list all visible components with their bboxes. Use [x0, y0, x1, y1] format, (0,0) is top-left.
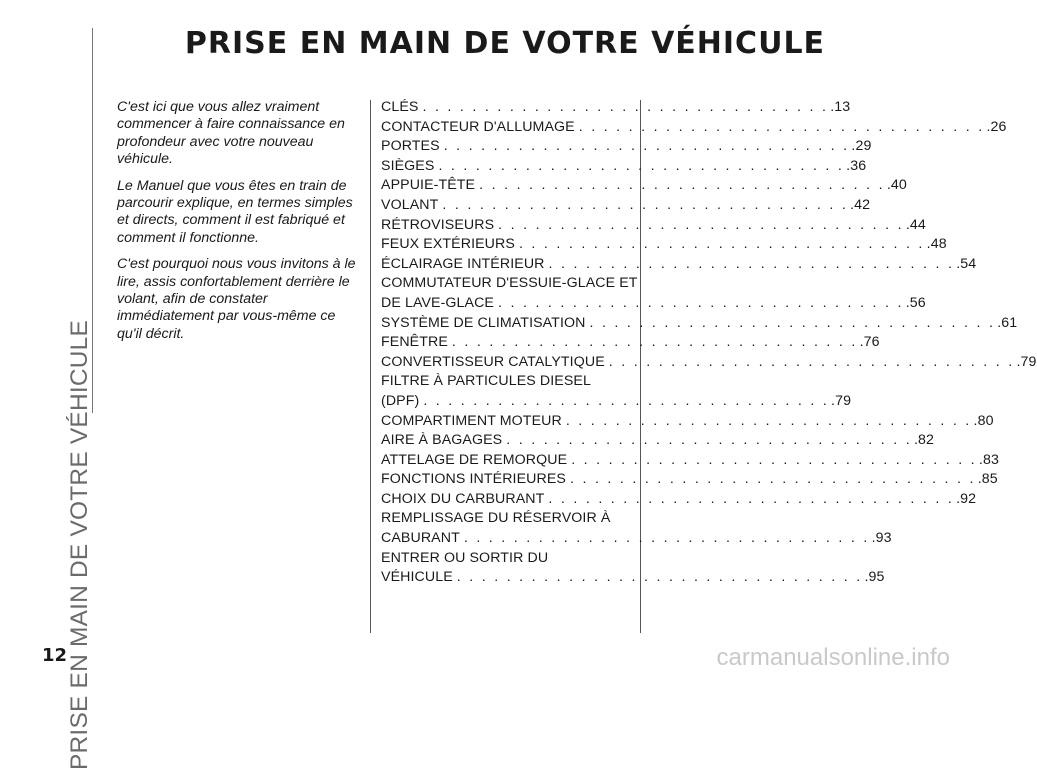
toc-entry-page: .79	[831, 392, 852, 409]
toc-dot-leader: . . . . . . . . . . . . . . . . . . . . . . . . . . . . . . . . .	[442, 196, 849, 213]
toc-entry-label: FENÊTRE	[381, 334, 448, 351]
toc-entry-page: .40	[886, 177, 907, 194]
toc-entry[interactable]	[381, 412, 994, 432]
toc-dot-leader: . . . . . . . . . . . . . . . . . . . . . . . . . . . . . . . . .	[565, 412, 972, 429]
toc-entry[interactable]	[381, 274, 926, 313]
toc-dot-leader: . . . . . . . . . . . . . . . . . . . . . . . . . . . . . . . . .	[506, 432, 912, 449]
toc-entry-page: .29	[851, 138, 872, 155]
toc-dot-leader: . . . . . . . . . . . . . . . . . . . . . . . . . . . . . . . . .	[578, 118, 985, 135]
toc-entry-label: APPUIE-TÊTE	[381, 177, 476, 194]
toc-dot-leader: . . . . . . . . . . . . . . . . . . . . . . . . . . . . . . . . .	[456, 569, 863, 586]
toc-entry-page: .83	[978, 451, 999, 468]
intro-paragraph: C'est pourquoi nous vous invitons à le lire, assis confortablement derrière le volant, afin de constater immédiatement par vous-même ce qu'il décrit.	[117, 256, 356, 342]
toc-dot-leader: . . . . . . . . . . . . . . . . . . . . . . . . . . . . . . . . .	[438, 157, 845, 174]
toc-entry-label-line1: ENTRER OU SORTIR DU	[381, 549, 549, 566]
toc-dot-leader: . . . . . . . . . . . . . . . . . . . . . . . . . . . . . . . . .	[548, 490, 955, 507]
toc-dot-leader: . . . . . . . . . . . . . . . . . . . . . . . . . . . . . . . . .	[423, 392, 830, 409]
toc-dot-leader: . . . . . . . . . . . . . . . . . . . . . . . . . . . . . . . . .	[518, 236, 925, 253]
watermark: carmanualsonline.info	[716, 644, 950, 671]
toc-entry-label: RÉTROVISEURS	[381, 216, 495, 233]
toc-entry-label: SYSTÈME DE CLIMATISATION	[381, 314, 586, 331]
side-tab	[58, 28, 93, 770]
toc-entry-label: SIÈGES	[381, 157, 435, 174]
toc-dot-leader: . . . . . . . . . . . . . . . . . . . . . . . . . . . . . . . . .	[451, 334, 858, 351]
toc-dot-leader: . . . . . . . . . . . . . . . . . . . . . . . . . . . . . . . . .	[569, 471, 976, 488]
toc-dot-leader: . . . . . . . . . . . . . . . . . . . . . . . . . . . . . . . . .	[548, 255, 955, 272]
toc-entry[interactable]	[381, 353, 1037, 373]
toc-entry-label: CABURANT	[381, 530, 460, 547]
toc-dot-leader: . . . . . . . . . . . . . . . . . . . . . . . . . . . . . . . . .	[463, 530, 870, 547]
toc-entry[interactable]	[381, 490, 977, 510]
toc-entry-label-line1: REMPLISSAGE DU RÉSERVOIR À	[381, 510, 611, 527]
toc-entry[interactable]	[381, 176, 907, 196]
intro-paragraph: C'est ici que vous allez vraiment commencer à faire connaissance en profondeur avec votre nouveau véhicule.	[117, 99, 345, 168]
toc-entry-label-line1: COMMUTATEUR D'ESSUIE-GLACE ET	[381, 275, 638, 292]
toc-entry-label: DE LAVE-GLACE	[381, 294, 494, 311]
toc-entry-page: .13	[830, 99, 851, 115]
toc-entry-page: .79	[1016, 353, 1037, 370]
toc-entry-page: .61	[997, 314, 1018, 331]
toc-entry[interactable]	[381, 98, 851, 118]
toc-entry-page: .95	[864, 569, 885, 586]
toc-entry[interactable]	[381, 255, 977, 275]
toc-entry-label-line1: FILTRE À PARTICULES DIESEL	[381, 373, 591, 390]
toc-dot-leader: . . . . . . . . . . . . . . . . . . . . . . . . . . . . . . . . .	[498, 294, 904, 311]
side-tab-label: PRISE EN MAIN DE VOTRE VÉHICULE	[66, 319, 93, 770]
toc-dot-leader: . . . . . . . . . . . . . . . . . . . . . . . . . . . . . . . . .	[422, 99, 829, 115]
toc-entry-page: .36	[846, 157, 867, 174]
toc-entry[interactable]	[381, 470, 998, 490]
table-of-contents	[381, 98, 1037, 588]
toc-entry[interactable]	[381, 451, 999, 471]
toc-entry[interactable]	[381, 196, 871, 216]
toc-entry-page: .54	[956, 255, 977, 272]
toc-entry-label: AIRE À BAGAGES	[381, 432, 503, 449]
toc-entry-page: .76	[859, 334, 880, 351]
toc-entry[interactable]	[381, 431, 934, 451]
toc-entry-label: FONCTIONS INTÉRIEURES	[381, 471, 566, 488]
toc-entry-page: .93	[871, 530, 892, 547]
toc-entry-label: VOLANT	[381, 196, 439, 213]
toc-dot-leader: . . . . . . . . . . . . . . . . . . . . . . . . . . . . . . . . .	[589, 314, 996, 331]
toc-entry-label: (DPF)	[381, 392, 420, 409]
toc-entry[interactable]	[381, 216, 926, 236]
toc-entry-label: FEUX EXTÉRIEURS	[381, 236, 515, 253]
toc-entry-page: .92	[956, 490, 977, 507]
toc-entry-label: COMPARTIMENT MOTEUR	[381, 412, 562, 429]
toc-entry-label: CONTACTEUR D'ALLUMAGE	[381, 118, 575, 135]
intro-paragraph: Le Manuel que vous êtes en train de parcourir explique, en termes simples et directs, comment il est fabriqué et comment il fonctionne.	[117, 177, 353, 246]
toc-dot-leader: . . . . . . . . . . . . . . . . . . . . . . . . . . . . . . . . .	[571, 451, 977, 468]
toc-entry-page: .56	[905, 294, 926, 311]
toc-entry-label: ÉCLAIRAGE INTÉRIEUR	[381, 255, 545, 272]
page-number: 12	[42, 645, 68, 666]
toc-dot-leader: . . . . . . . . . . . . . . . . . . . . . . . . . . . . . . . . .	[498, 216, 904, 233]
toc-entry[interactable]	[381, 372, 852, 411]
toc-entry-page: .80	[973, 412, 994, 429]
toc-entry[interactable]	[381, 137, 872, 157]
toc-entry-page: .26	[986, 118, 1007, 135]
toc-entry-label: CONVERTISSEUR CATALYTIQUE	[381, 353, 605, 370]
toc-entry-label: CHOIX DU CARBURANT	[381, 490, 545, 507]
page-title: PRISE EN MAIN DE VOTRE VÉHICULE	[184, 26, 826, 61]
toc-entry[interactable]	[381, 235, 947, 255]
toc-entry-label: CLÉS	[381, 99, 419, 115]
toc-entry-page: .82	[913, 432, 934, 449]
intro-text	[117, 99, 362, 352]
column-divider	[370, 100, 371, 633]
toc-entry-label: VÉHICULE	[381, 569, 453, 586]
toc-entry-page: .48	[926, 236, 947, 253]
toc-entry[interactable]	[381, 549, 885, 588]
toc-entry[interactable]	[381, 509, 892, 548]
toc-dot-leader: . . . . . . . . . . . . . . . . . . . . . . . . . . . . . . . . .	[608, 353, 1015, 370]
toc-dot-leader: . . . . . . . . . . . . . . . . . . . . . . . . . . . . . . . . .	[443, 138, 850, 155]
toc-entry-page: .44	[905, 216, 926, 233]
toc-entry-label: PORTES	[381, 138, 440, 155]
toc-entry-page: .42	[850, 196, 871, 213]
toc-dot-leader: . . . . . . . . . . . . . . . . . . . . . . . . . . . . . . . . .	[479, 177, 885, 194]
toc-entry[interactable]	[381, 333, 880, 353]
toc-entry[interactable]	[381, 314, 1018, 334]
toc-entry[interactable]	[381, 157, 867, 177]
toc-entry-label: ATTELAGE DE REMORQUE	[381, 451, 568, 468]
toc-entry[interactable]	[381, 118, 1007, 138]
toc-entry-page: .85	[977, 471, 998, 488]
